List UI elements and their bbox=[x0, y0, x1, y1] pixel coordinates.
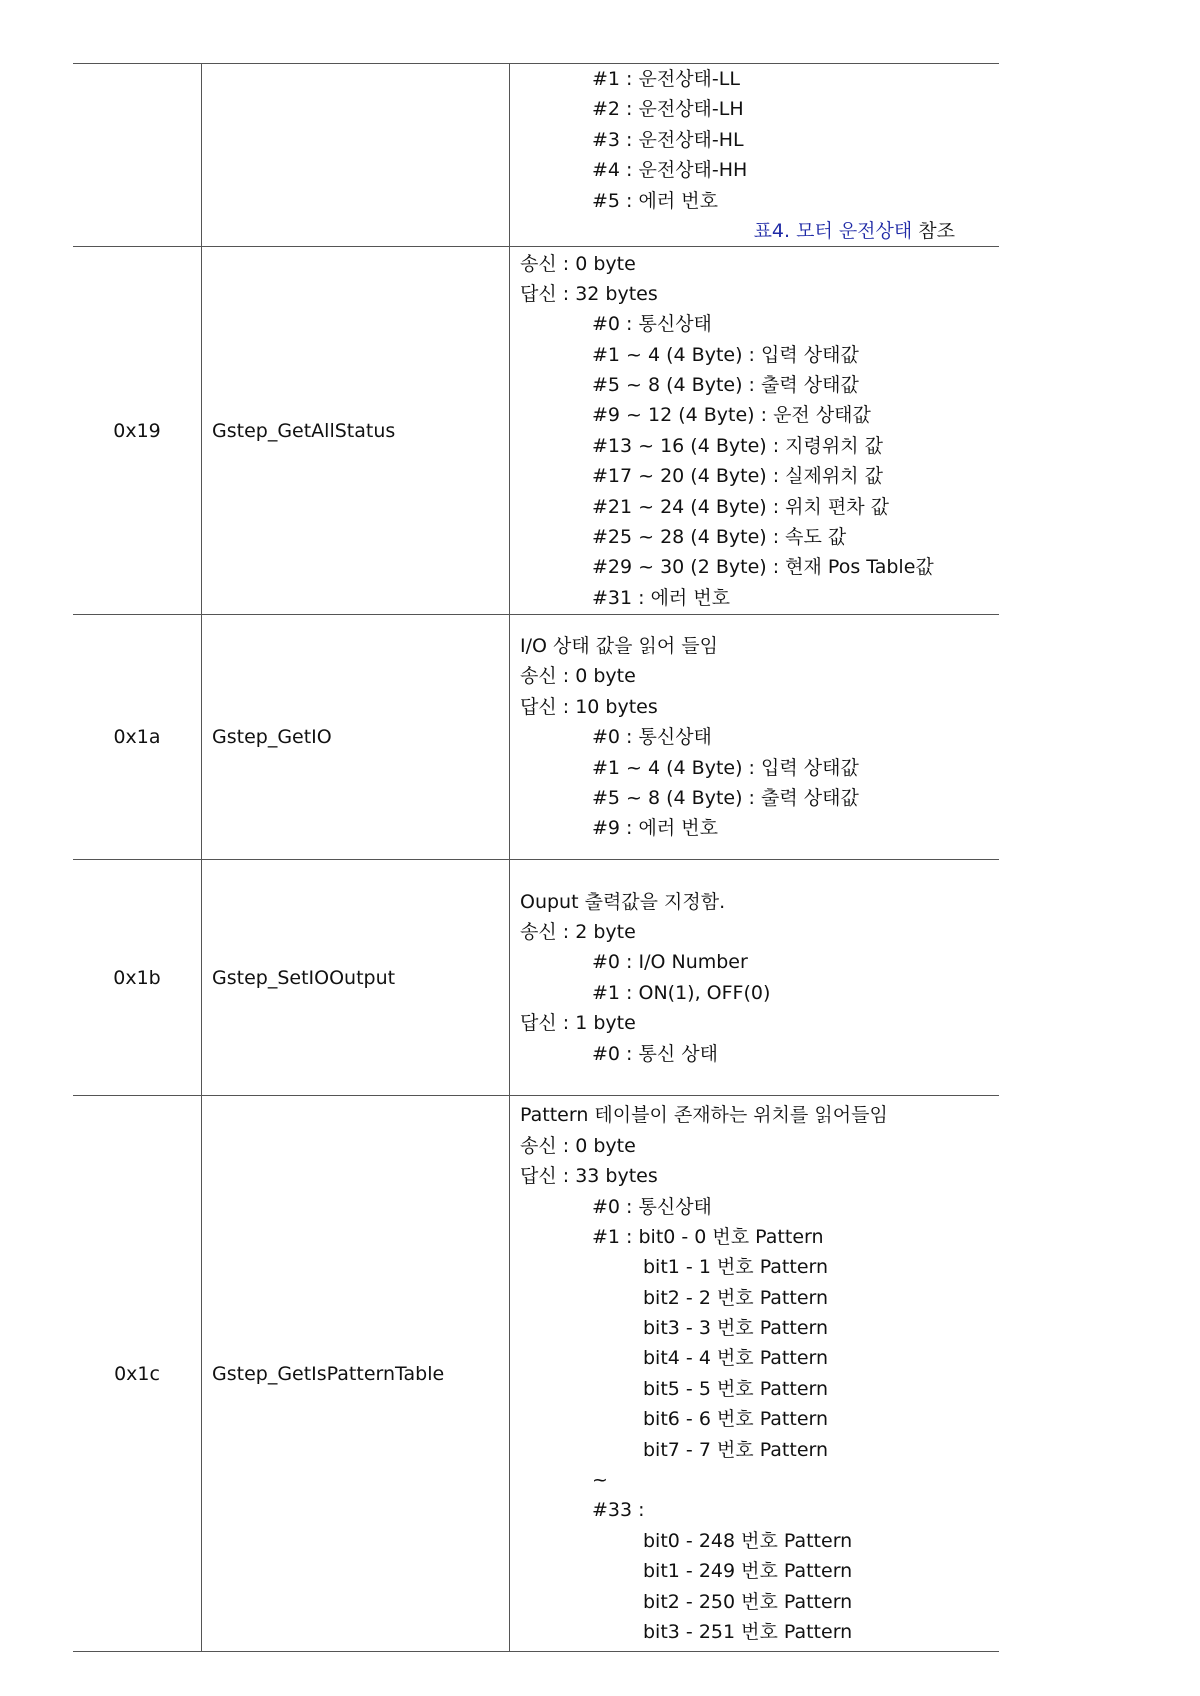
description-line: #0 : 통신상태 bbox=[592, 313, 712, 336]
table-row bbox=[73, 1096, 999, 1652]
description-line: bit7 - 7 번호 Pattern bbox=[643, 1438, 829, 1461]
command-code-cell: 0x1c bbox=[73, 1096, 202, 1652]
description-cell bbox=[510, 1096, 1000, 1652]
description-line: bit3 - 251 번호 Pattern bbox=[643, 1620, 853, 1643]
description-cell bbox=[510, 64, 1000, 247]
command-table-body bbox=[73, 64, 999, 1652]
description-line: 송신 : 2 byte bbox=[520, 921, 636, 944]
description-line: 답신 : 32 bytes bbox=[520, 282, 658, 305]
command-code-cell bbox=[73, 64, 202, 247]
description-line: bit2 - 250 번호 Pattern bbox=[643, 1590, 853, 1613]
function-name-cell: Gstep_GetIsPatternTable bbox=[202, 1096, 510, 1652]
description-line: #17 ~ 20 (4 Byte) : 실제위치 값 bbox=[592, 465, 883, 488]
table-row bbox=[73, 247, 999, 615]
description-line: #4 : 운전상태-HH bbox=[592, 159, 748, 182]
description-line: bit2 - 2 번호 Pattern bbox=[643, 1286, 829, 1309]
description-line: #29 ~ 30 (2 Byte) : 현재 Pos Table값 bbox=[592, 556, 934, 579]
command-code-cell: 0x1a bbox=[73, 615, 202, 860]
description-line: bit1 - 249 번호 Pattern bbox=[643, 1560, 853, 1583]
table-row bbox=[73, 64, 999, 247]
description-line: bit6 - 6 번호 Pattern bbox=[643, 1408, 829, 1431]
description-line: 송신 : 0 byte bbox=[520, 1134, 636, 1157]
description-cell bbox=[510, 615, 1000, 860]
description-line: 답신 : 33 bytes bbox=[520, 1165, 658, 1188]
description-line: #2 : 운전상태-LH bbox=[592, 98, 744, 121]
description-line: 송신 : 0 byte bbox=[520, 665, 636, 688]
description-line: bit1 - 1 번호 Pattern bbox=[643, 1256, 829, 1279]
description-line: #5 : 에러 번호 bbox=[592, 189, 718, 212]
description-line: 답신 : 1 byte bbox=[520, 1012, 636, 1035]
description-line: #5 ~ 8 (4 Byte) : 출력 상태값 bbox=[592, 374, 859, 397]
function-name-cell: Gstep_SetIOOutput bbox=[202, 860, 510, 1096]
description-line: bit0 - 248 번호 Pattern bbox=[643, 1529, 853, 1552]
function-name-cell: Gstep_GetIO bbox=[202, 615, 510, 860]
table-reference-note bbox=[520, 216, 999, 246]
description-line: bit4 - 4 번호 Pattern bbox=[643, 1347, 829, 1370]
description-line: #13 ~ 16 (4 Byte) : 지령위치 값 bbox=[592, 434, 883, 457]
command-code-cell: 0x1b bbox=[73, 860, 202, 1096]
description-line: #0 : 통신 상태 bbox=[592, 1042, 718, 1065]
description-line: #25 ~ 28 (4 Byte) : 속도 값 bbox=[592, 526, 847, 549]
description-line: #9 ~ 12 (4 Byte) : 운전 상태값 bbox=[592, 404, 871, 427]
description-line: #0 : I/O Number bbox=[592, 951, 748, 974]
description-line: bit5 - 5 번호 Pattern bbox=[643, 1377, 829, 1400]
description-line: #31 : 에러 번호 bbox=[592, 586, 731, 609]
table-row bbox=[73, 615, 999, 860]
description-line: bit3 - 3 번호 Pattern bbox=[643, 1317, 829, 1340]
description-line: #1 : 운전상태-LL bbox=[592, 68, 740, 90]
description-line: ~ bbox=[592, 1469, 608, 1492]
description-line: #33 : bbox=[592, 1499, 645, 1522]
description-line: 답신 : 10 bytes bbox=[520, 695, 658, 718]
table-reference-suffix: 참조 bbox=[912, 219, 955, 242]
function-name-cell bbox=[202, 64, 510, 247]
description-line: #1 ~ 4 (4 Byte) : 입력 상태값 bbox=[592, 756, 859, 779]
command-code-cell: 0x19 bbox=[73, 247, 202, 615]
description-line: #5 ~ 8 (4 Byte) : 출력 상태값 bbox=[592, 786, 859, 809]
description-line: #9 : 에러 번호 bbox=[592, 817, 718, 840]
description-line: #0 : 통신상태 bbox=[592, 726, 712, 749]
description-line: #1 ~ 4 (4 Byte) : 입력 상태값 bbox=[592, 343, 859, 366]
description-line: #1 : bit0 - 0 번호 Pattern bbox=[592, 1225, 824, 1248]
description-line: Pattern 테이블이 존재하는 위치를 읽어들임 bbox=[520, 1104, 888, 1127]
description-line: Ouput 출력값을 지정함. bbox=[520, 890, 726, 913]
description-cell bbox=[510, 247, 1000, 615]
description-line: #0 : 통신상태 bbox=[592, 1195, 712, 1218]
description-line: #21 ~ 24 (4 Byte) : 위치 편차 값 bbox=[592, 495, 890, 518]
description-line: I/O 상태 값을 읽어 들임 bbox=[520, 634, 718, 657]
description-line: 송신 : 0 byte bbox=[520, 252, 636, 275]
table-reference-link[interactable]: 표4. 모터 운전상태 bbox=[753, 219, 913, 242]
function-name-cell: Gstep_GetAllStatus bbox=[202, 247, 510, 615]
description-cell bbox=[510, 860, 1000, 1096]
command-table bbox=[73, 63, 999, 1652]
table-row bbox=[73, 860, 999, 1096]
description-line: #1 : ON(1), OFF(0) bbox=[592, 981, 771, 1004]
description-line: #3 : 운전상태-HL bbox=[592, 128, 744, 151]
